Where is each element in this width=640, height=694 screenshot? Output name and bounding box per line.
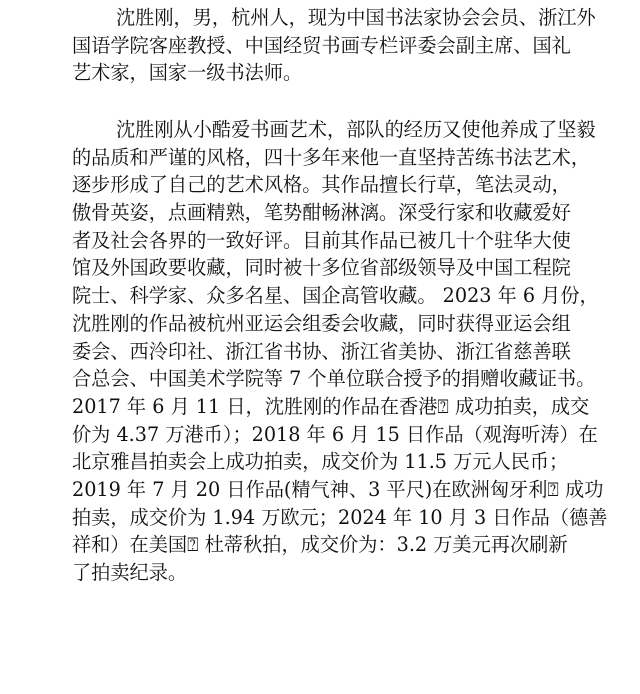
- text-line: 沈胜刚，男，杭州人，现为中国书法家协会会员、浙江外: [116, 6, 596, 29]
- text-line: 者及社会各界的一致好评。目前其作品已被几十个驻华大使: [72, 228, 571, 252]
- text-line: 合总会、中国美术学院等 7 个单位联合授予的捐赠收藏证书。: [72, 367, 596, 391]
- paragraph-biography: [72, 4, 596, 87]
- text-line: 拍卖，成交价为 1.94 万欧元；2024 年 10 月 3 日作品（德善: [72, 505, 608, 529]
- text-line: 沈胜刚的作品被杭州亚运会组委会收藏，同时获得亚运会组: [72, 311, 571, 335]
- text-line: 价为 4.37 万港币）；2018 年 6 月 15 日作品（观海听涛）在: [72, 422, 598, 446]
- text-line: 院士、科学家、众多名星、国企高管收藏。 2023 年 6 月份，: [72, 284, 599, 308]
- text-line: 委会、西泠印社、浙江省书协、浙江省美协、浙江省慈善联: [72, 339, 571, 363]
- text-line: 傲骨英姿，点画精熟，笔势酣畅淋漓。深受行家和收藏爱好: [72, 201, 571, 225]
- text-line: 北京雅昌拍卖会上成功拍卖，成交价为 11.5 万元人民币；: [72, 450, 569, 474]
- text-line: 逐步形成了自己的艺术风格。其作品擅长行草，笔法灵动，: [72, 173, 571, 197]
- text-line: 沈胜刚从小酷爱书画艺术，部队的经历又使他养成了坚毅: [116, 118, 596, 141]
- text-line: 了拍卖纪录。: [72, 561, 188, 584]
- text-line: 馆及外国政要收藏，同时被十多位省部级领导及中国工程院: [72, 256, 571, 280]
- text-line: 2019 年 7 月 20 日作品(精气神、3 平尺)在欧洲匈牙利⍰ 成功: [72, 477, 604, 501]
- paragraph-achievements: [72, 116, 608, 587]
- text-line: 祥和）在美国⍰ 杜蒂秋拍，成交价为：3.2 万美元再次刷新: [72, 533, 568, 557]
- text-line: 国语学院客座教授、中国经贸书画专栏评委会副主席、国礼: [72, 33, 571, 57]
- text-line: 艺术家，国家一级书法师。: [72, 61, 303, 85]
- text-line: 的品质和严谨的风格，四十多年来他一直坚持苦练书法艺术，: [72, 145, 591, 169]
- text-line: 2017 年 6 月 11 日，沈胜刚的作品在香港⍰ 成功拍卖，成交: [72, 394, 590, 418]
